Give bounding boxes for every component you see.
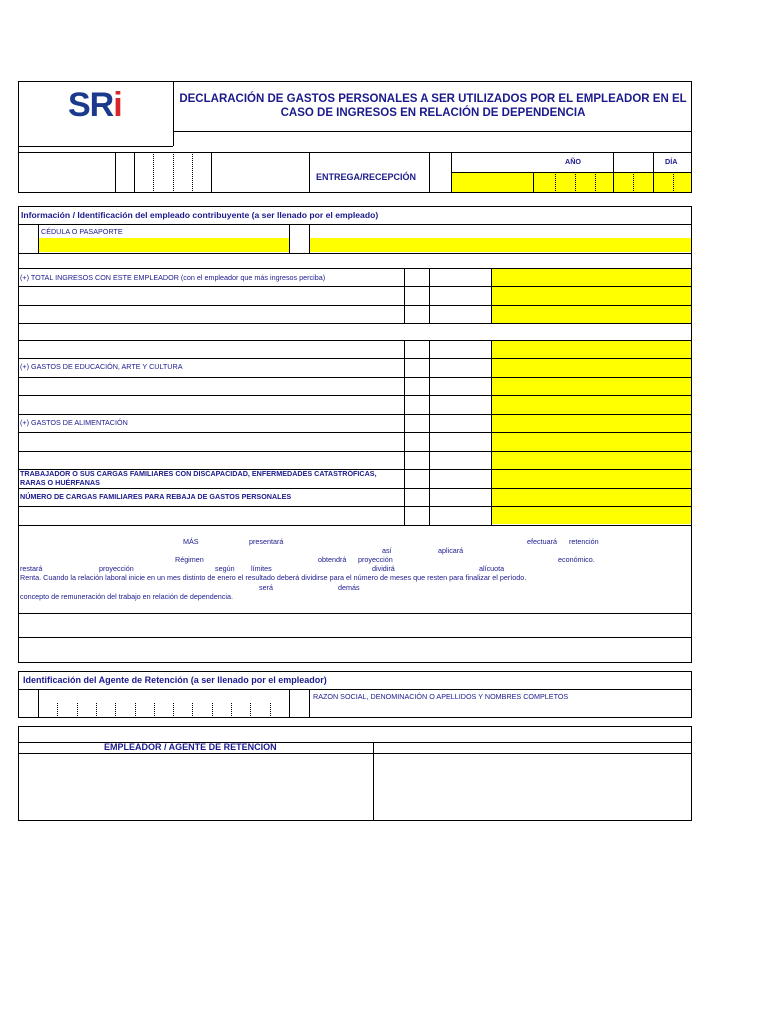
note-restara: restará — [20, 564, 43, 573]
row-line-l — [18, 488, 692, 489]
emp-v-b — [289, 224, 290, 253]
hdr-v3 — [211, 152, 212, 193]
grid-v1a — [404, 268, 405, 324]
note-proyeccion-1: proyección — [358, 555, 393, 564]
date-d4 — [633, 174, 634, 191]
row-educacion: (+) GASTOS DE EDUCACIÓN, ARTE Y CULTURA — [20, 362, 183, 371]
ruc-d8 — [192, 703, 193, 716]
note-retencion: retención — [569, 537, 599, 546]
note-aplicara: aplicará — [438, 546, 464, 555]
row-line-d — [18, 340, 692, 341]
hdr-d3 — [192, 154, 193, 191]
cedula-input[interactable] — [39, 238, 289, 252]
note-segun: según — [215, 564, 235, 573]
note-mas: MÁS — [183, 537, 199, 546]
row-line-i — [18, 432, 692, 433]
note-proyeccion-2: proyección — [99, 564, 134, 573]
ruc-d2 — [77, 703, 78, 716]
grid-v3a — [491, 268, 492, 324]
row-line-f — [18, 377, 692, 378]
header-line — [18, 146, 173, 147]
employee-section-title: Información / Identificación del empleado contribuyente (a ser llenado por el empleado) — [21, 210, 379, 220]
note-presentara: presentará — [249, 537, 284, 546]
row-line-a — [18, 286, 692, 287]
agent-v3 — [309, 689, 310, 718]
note-asi: así — [382, 546, 392, 555]
hdr-d2 — [173, 154, 174, 191]
cedula-label: CÉDULA O PASAPORTE — [41, 227, 123, 236]
row-line-n — [18, 525, 692, 526]
date-d5 — [673, 174, 674, 191]
row-discapacidad-line2: RARAS O HUÉRFANAS — [20, 478, 100, 487]
entrega-label: ENTREGA/RECEPCIÓN — [316, 172, 417, 182]
title-bottom-line — [173, 131, 692, 132]
hdr-v4 — [309, 152, 310, 193]
note-obtendra: obtendrá — [318, 555, 347, 564]
entrega-date-field[interactable] — [452, 172, 691, 192]
razon-social-label: RAZON SOCIAL, DENOMINACIÓN O APELLIDOS Y NOMBRES COMPLETOS — [313, 692, 569, 701]
agent-v1 — [38, 689, 39, 718]
date-v5 — [653, 172, 654, 193]
ruc-d1 — [57, 703, 58, 716]
row-line-h — [18, 414, 692, 415]
note-demas: demás — [338, 583, 360, 592]
note-sera: será — [259, 583, 273, 592]
anio-label: AÑO — [565, 157, 581, 166]
ruc-d10 — [231, 703, 232, 716]
employee-signature-area[interactable] — [374, 754, 691, 820]
agent-line — [18, 689, 692, 690]
ruc-d5 — [135, 703, 136, 716]
date-v3 — [533, 172, 534, 193]
date-v2 — [653, 152, 654, 172]
ruc-d3 — [96, 703, 97, 716]
agent-section-title: Identificación del Agente de Retención (a ser llenado por el empleador) — [23, 675, 327, 685]
note-efectuara: efectuará — [527, 537, 557, 546]
total-ingresos-value[interactable] — [492, 269, 691, 323]
employer-signature-label: EMPLEADOR / AGENTE DE RETENCION — [104, 742, 277, 752]
row-cargas: NÚMERO DE CARGAS FAMILIARES PARA REBAJA DE GASTOS PERSONALES — [20, 492, 292, 501]
note-economico: económico. — [558, 555, 595, 564]
hdr-d1 — [153, 154, 154, 191]
employee-name-input[interactable] — [310, 238, 691, 252]
emp-line-2 — [18, 253, 692, 254]
note-renta: Renta. Cuando la relación laboral inicie en un mes distinto de enero el resultado deberá dividirse para el número de meses que resten para finalizar el período. — [20, 573, 527, 582]
ruc-d7 — [173, 703, 174, 716]
row-line-g — [18, 395, 692, 396]
date-d2 — [575, 174, 576, 191]
agent-v2 — [289, 689, 290, 718]
form-title-line1: DECLARACIÓN DE GASTOS PERSONALES A SER UTILIZADOS POR EL EMPLEADOR EN EL — [179, 93, 687, 105]
date-line — [451, 172, 692, 173]
emp-line-1 — [18, 224, 692, 225]
note-regimen: Régimen — [175, 555, 204, 564]
notes-line-2 — [18, 637, 692, 638]
row-discapacidad-line1: TRABAJADOR O SUS CARGAS FAMILIARES CON DISCAPACIDAD, ENFERMEDADES CATASTRÓFICAS, — [20, 469, 377, 478]
ruc-d4 — [115, 703, 116, 716]
date-v1 — [613, 152, 614, 172]
row-line-j — [18, 451, 692, 452]
employer-signature-area[interactable] — [19, 754, 372, 820]
dia-label: DÍA — [665, 157, 678, 166]
date-d3 — [595, 174, 596, 191]
logo-text-tail: i — [113, 86, 122, 124]
ruc-d6 — [154, 703, 155, 716]
ruc-d9 — [212, 703, 213, 716]
ruc-d12 — [270, 703, 271, 716]
note-alicuota: alícuota — [479, 564, 505, 573]
note-dividira: dividirá — [372, 564, 395, 573]
hdr-v1 — [115, 152, 116, 193]
header-line-2 — [18, 152, 692, 153]
hdr-v2 — [134, 152, 135, 193]
sri-logo — [68, 86, 122, 125]
form-title — [174, 92, 692, 120]
logo-text: SR — [68, 86, 114, 124]
date-v4 — [613, 172, 614, 193]
form-title-line2: CASO DE INGRESOS EN RELACIÓN DE DEPENDENCIA — [280, 107, 586, 119]
date-d1 — [555, 174, 556, 191]
row-line-m — [18, 506, 692, 507]
row-total-ingresos: (+) TOTAL INGRESOS CON ESTE EMPLEADOR (con el empleador que más ingresos perciba) — [20, 273, 326, 282]
hdr-v5 — [429, 152, 430, 193]
grid-v2a — [429, 268, 430, 324]
note-limites: límites — [251, 564, 272, 573]
row-line-b — [18, 305, 692, 306]
row-alimentacion: (+) GASTOS DE ALIMENTACIÓN — [20, 418, 128, 427]
note-concepto: concepto de remuneración del trabajo en relación de dependencia. — [20, 592, 233, 601]
row-line-e — [18, 358, 692, 359]
row-line-c — [18, 323, 692, 324]
notes-line-1 — [18, 613, 692, 614]
ruc-d11 — [250, 703, 251, 716]
